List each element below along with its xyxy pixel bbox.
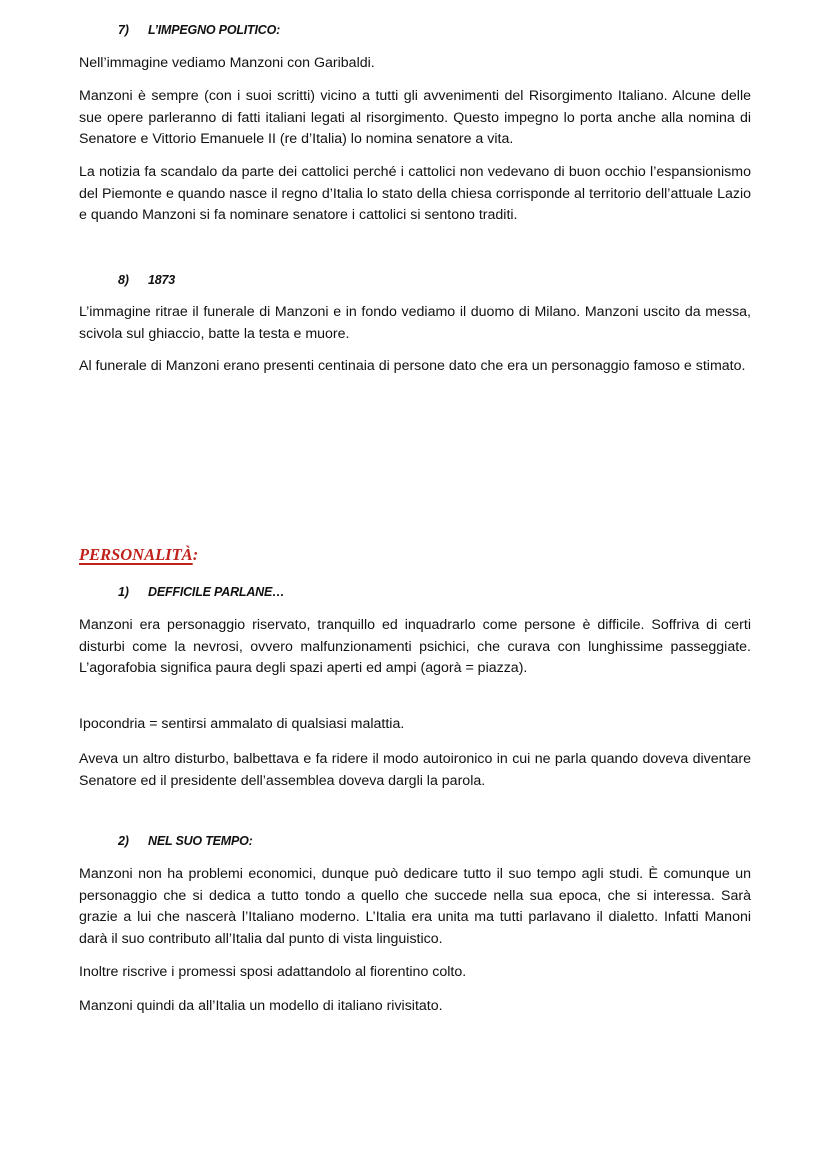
heading-text: NEL SUO TEMPO: xyxy=(148,834,253,848)
heading-text: 1873 xyxy=(148,273,176,287)
paragraph: L’immagine ritrae il funerale di Manzoni e in fondo vediamo il duomo di Milano. Manzoni uscito da messa, scivola sul ghiaccio, batte la testa e muore. xyxy=(79,304,751,342)
paragraph: La notizia fa scandalo da parte dei cattolici perché i cattolici non vedevano di buon occhio l’espansionismo del Piemonte e quando nasce il regno d’Italia lo stato della chiesa corrisponde al territorio dell’attuale Lazio e quando Manzoni si fa nominare senatore i cattolici si sentono traditi. xyxy=(79,164,751,223)
heading-number: 8) xyxy=(118,273,129,287)
paragraph: Aveva un altro disturbo, balbettava e fa ridere il modo autoironico in cui ne parla quando doveva diventare Senatore ed il presidente dell’assemblea doveva dargli la parola. xyxy=(79,751,751,789)
paragraph: Ipocondria = sentirsi ammalato di qualsiasi malattia. xyxy=(79,716,405,732)
section-title-personalita xyxy=(79,545,198,565)
heading-1873 xyxy=(118,273,175,287)
section-title-text: PERSONALITÀ xyxy=(79,545,193,564)
heading-difficile-parlane xyxy=(118,585,284,599)
heading-impegno-politico xyxy=(118,23,280,37)
paragraph: Manzoni non ha problemi economici, dunque può dedicare tutto il suo tempo agli studi. È comunque un personaggio che si dedica a tutto tondo a quello che succede nella sua epoca, che si interessa. Sarà grazie a lui che nascerà l’Italiano moderno. L’Italia era unita ma tutti parlavano il dialetto. Infatti Manoni darà il suo contributo all’Italia dal punto di vista linguistico. xyxy=(79,866,751,947)
heading-number: 1) xyxy=(118,585,129,599)
heading-number: 2) xyxy=(118,834,129,848)
paragraph: Nell’immagine vediamo Manzoni con Garibaldi. xyxy=(79,55,375,71)
paragraph: Manzoni è sempre (con i suoi scritti) vicino a tutti gli avvenimenti del Risorgimento Italiano. Alcune delle sue opere parleranno di fatti italiani legati al risorgimento. Questo impegno lo porta anche alla nomina di Senatore e Vittorio Emanuele II (re d’Italia) lo nomina senatore a vita. xyxy=(79,88,751,147)
paragraph: Al funerale di Manzoni erano presenti centinaia di persone dato che era un personaggio famoso e stimato. xyxy=(79,358,746,374)
heading-text: DEFFICILE PARLANE… xyxy=(148,585,285,599)
heading-nel-suo-tempo xyxy=(118,834,253,848)
paragraph: Inoltre riscrive i promessi sposi adattandolo al fiorentino colto. xyxy=(79,964,467,980)
heading-number: 7) xyxy=(118,23,129,37)
section-title-colon: : xyxy=(192,545,199,564)
heading-text: L’IMPEGNO POLITICO: xyxy=(148,23,281,37)
paragraph: Manzoni era personaggio riservato, tranquillo ed inquadrarlo come persone è difficile. Soffriva di certi disturbi come la nevrosi, ovvero malfunzionamenti psichici, che curava con lunghissime passeggiate. L’agorafobia significa paura degli spazi aperti ed ampi (agorà = piazza). xyxy=(79,617,751,676)
paragraph: Manzoni quindi da all’Italia un modello di italiano rivisitato. xyxy=(79,998,443,1014)
